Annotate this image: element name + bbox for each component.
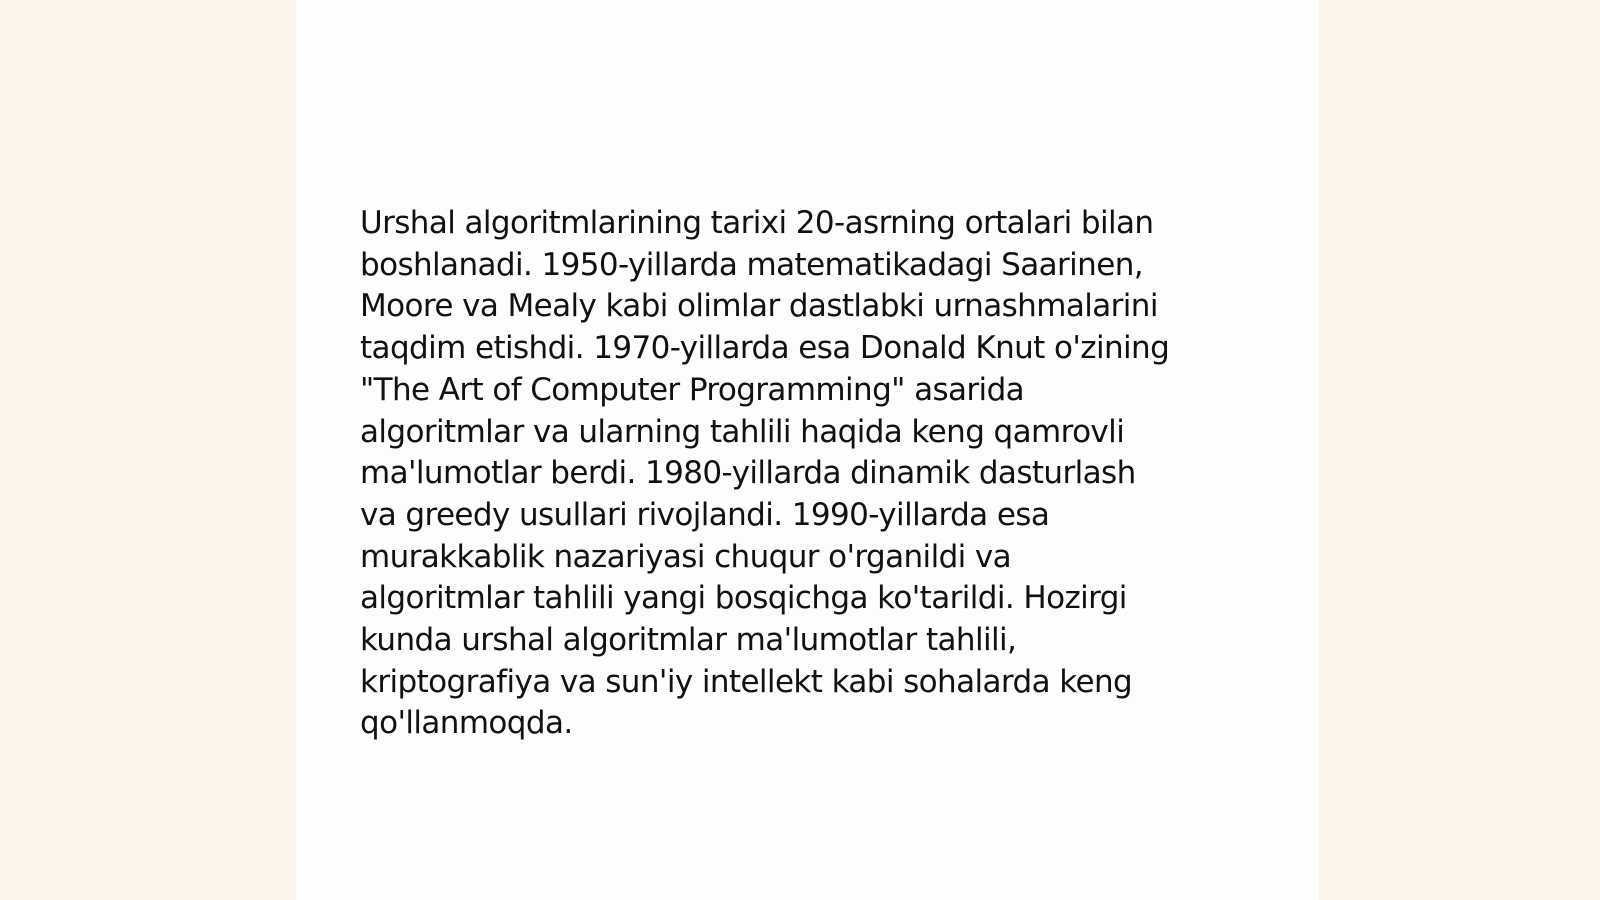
paragraph-line: algoritmlar va ularning tahlili haqida keng qamrovli <box>360 413 1125 450</box>
paragraph-line: boshlanadi. 1950-yillarda matematikadagi Saarinen, <box>360 246 1143 283</box>
paragraph-line: murakkablik nazariyasi chuqur o'rganildi va <box>360 538 1012 575</box>
body-paragraph <box>360 203 1260 745</box>
paragraph-line: algoritmlar tahlili yangi bosqichga ko'tarildi. Hozirgi <box>360 580 1127 617</box>
paragraph-line: kriptografiya va sun'iy intellekt kabi sohalarda keng <box>360 663 1133 700</box>
paragraph-line: Urshal algoritmlarining tarixi 20-asrning ortalari bilan <box>360 205 1154 241</box>
paragraph-line: kunda urshal algoritmlar ma'lumotlar tahlili, <box>360 622 1017 659</box>
paragraph-line: "The Art of Computer Programming" asarida <box>360 371 1025 408</box>
document-page <box>296 0 1319 900</box>
paragraph-line: ma'lumotlar berdi. 1980-yillarda dinamik dasturlash <box>360 455 1136 492</box>
paragraph-line: Moore va Mealy kabi olimlar dastlabki urnashmalarini <box>360 288 1158 325</box>
paragraph-line: qo'llanmoqda. <box>360 705 573 742</box>
paragraph-line: taqdim etishdi. 1970-yillarda esa Donald Knut o'zining <box>360 330 1170 367</box>
paragraph-line: va greedy usullari rivojlandi. 1990-yillarda esa <box>360 496 1050 533</box>
